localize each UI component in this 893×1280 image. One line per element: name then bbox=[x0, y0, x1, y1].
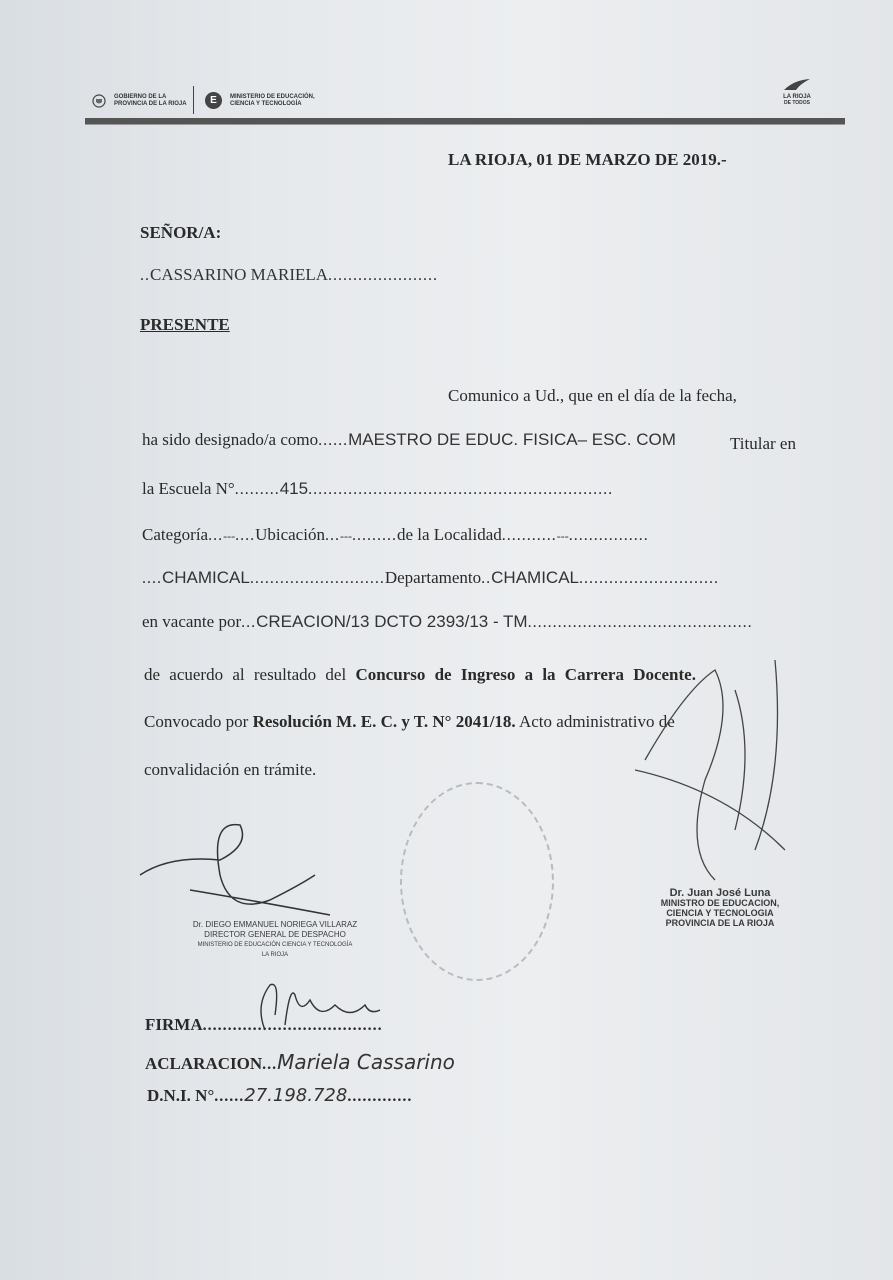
vacante-line: en vacante por...CREACION/13 DCTO 2393/13 - TM............................................. bbox=[142, 612, 753, 631]
aclaracion-label: ACLARACION bbox=[145, 1054, 263, 1073]
designado-label: ha sido designado/a como bbox=[142, 430, 319, 449]
ministry-badge-icon: E bbox=[205, 92, 222, 109]
aclaracion-value: Mariela Cassarino bbox=[277, 1050, 455, 1074]
escuela-value: 415 bbox=[279, 479, 309, 498]
paragraph-concurso bbox=[144, 665, 696, 685]
categoria-label: Categoría bbox=[142, 525, 209, 544]
dni-label: D.N.I. N° bbox=[147, 1086, 215, 1105]
gov-line1: GOBIERNO DE LA bbox=[114, 94, 167, 100]
logo-line2: DE TODOS bbox=[783, 100, 811, 106]
left-signer-title: DIRECTOR GENERAL DE DESPACHO bbox=[204, 930, 346, 939]
p3-a: Convocado por bbox=[144, 712, 253, 731]
salutation: SEÑOR/A: bbox=[140, 223, 222, 242]
p2-a: de acuerdo al resultado del bbox=[144, 665, 356, 684]
ubicacion-value: --- bbox=[339, 529, 352, 543]
firma-label: FIRMA bbox=[145, 1015, 203, 1034]
escuela-label: la Escuela N° bbox=[142, 479, 235, 498]
logo-line1: LA RIOJA bbox=[783, 94, 811, 100]
header-rule-thin bbox=[85, 124, 845, 125]
titular-label: Titular en bbox=[730, 434, 796, 453]
paragraph-resolucion bbox=[144, 712, 675, 732]
categoria-value: --- bbox=[223, 529, 236, 543]
localidad-value: --- bbox=[556, 529, 569, 543]
right-signer-name: Dr. Juan José Luna bbox=[669, 887, 771, 899]
p3-c: Acto administrativo de bbox=[515, 712, 675, 731]
vacante-value: CREACION/13 DCTO 2393/13 - TM bbox=[256, 612, 528, 631]
localidad-name: CHAMICAL bbox=[162, 568, 250, 587]
recipient-signature-scribble bbox=[250, 975, 390, 1035]
right-signature-block bbox=[645, 888, 795, 928]
header-divider bbox=[193, 86, 194, 114]
letter-date: LA RIOJA, 01 DE MARZO DE 2019.- bbox=[448, 150, 727, 169]
designado-line: ha sido designado/a como......MAESTRO DE EDUC. FISICA– ESC. COM bbox=[142, 430, 676, 449]
left-signature-block bbox=[180, 920, 370, 960]
right-signer-title3: PROVINCIA DE LA RIOJA bbox=[665, 918, 775, 928]
recipient-line: ..CASSARINO MARIELA...................... bbox=[140, 265, 439, 284]
ministry-logo bbox=[205, 92, 315, 109]
dni-line: D.N.I. N°......27.198.728............. bbox=[147, 1085, 413, 1106]
right-signer-title2: CIENCIA Y TECNOLOGIA bbox=[666, 908, 774, 918]
left-signer-place: LA RIOJA bbox=[261, 952, 289, 958]
categoria-line: Categoría...---....Ubicación...---.........de la Localidad...........---................ bbox=[142, 525, 649, 544]
left-signer-org: MINISTERIO DE EDUCACIÓN CIENCIA Y TECNOLOGÍA bbox=[197, 942, 353, 948]
gov-line2: PROVINCIA DE LA RIOJA bbox=[114, 101, 187, 107]
gov-logo bbox=[92, 94, 187, 108]
p3-b: Resolución M. E. C. y T. N° 2041/18. bbox=[252, 712, 516, 731]
localidad-label: de la Localidad bbox=[396, 525, 502, 544]
min-line1: MINISTERIO DE EDUCACIÓN, bbox=[230, 93, 315, 100]
right-signature-scribble bbox=[625, 650, 795, 890]
aclaracion-line: ACLARACION...Mariela Cassarino bbox=[145, 1050, 455, 1074]
left-signature-scribble bbox=[130, 815, 360, 925]
p2-b: Concurso de Ingreso a la Carrera Docente. bbox=[355, 665, 696, 684]
bird-logo-icon bbox=[782, 78, 812, 92]
departamento-label: Departamento bbox=[384, 568, 482, 587]
recipient-name: CASSARINO MARIELA bbox=[150, 265, 329, 284]
la-rioja-logo bbox=[772, 78, 822, 106]
presente-heading: PRESENTE bbox=[140, 315, 230, 334]
official-stamp bbox=[400, 782, 554, 981]
dni-value: 27.198.728 bbox=[244, 1085, 348, 1106]
body-intro: Comunico a Ud., que en el día de la fecha, bbox=[448, 386, 737, 405]
paragraph-convalidacion: convalidación en trámite. bbox=[144, 760, 317, 779]
min-line2: CIENCIA Y TECNOLOGÍA bbox=[230, 100, 302, 107]
ubicacion-label: Ubicación bbox=[255, 525, 325, 544]
escuela-line: la Escuela N°.........415............................................................. bbox=[142, 479, 614, 498]
vacante-label: en vacante por bbox=[142, 612, 242, 631]
right-signer-title1: MINISTRO DE EDUCACION, bbox=[660, 898, 780, 908]
firma-line: FIRMA.................................... bbox=[145, 1015, 383, 1034]
designado-value: MAESTRO DE EDUC. FISICA– ESC. COM bbox=[348, 430, 676, 449]
left-signer-name: Dr. DIEGO EMMANUEL NORIEGA VILLARAZ bbox=[192, 920, 358, 929]
localidad-line: ....CHAMICAL...........................Departamento..CHAMICAL............................ bbox=[142, 568, 720, 587]
provincial-shield-icon bbox=[92, 94, 106, 108]
departamento-value: CHAMICAL bbox=[491, 568, 580, 587]
